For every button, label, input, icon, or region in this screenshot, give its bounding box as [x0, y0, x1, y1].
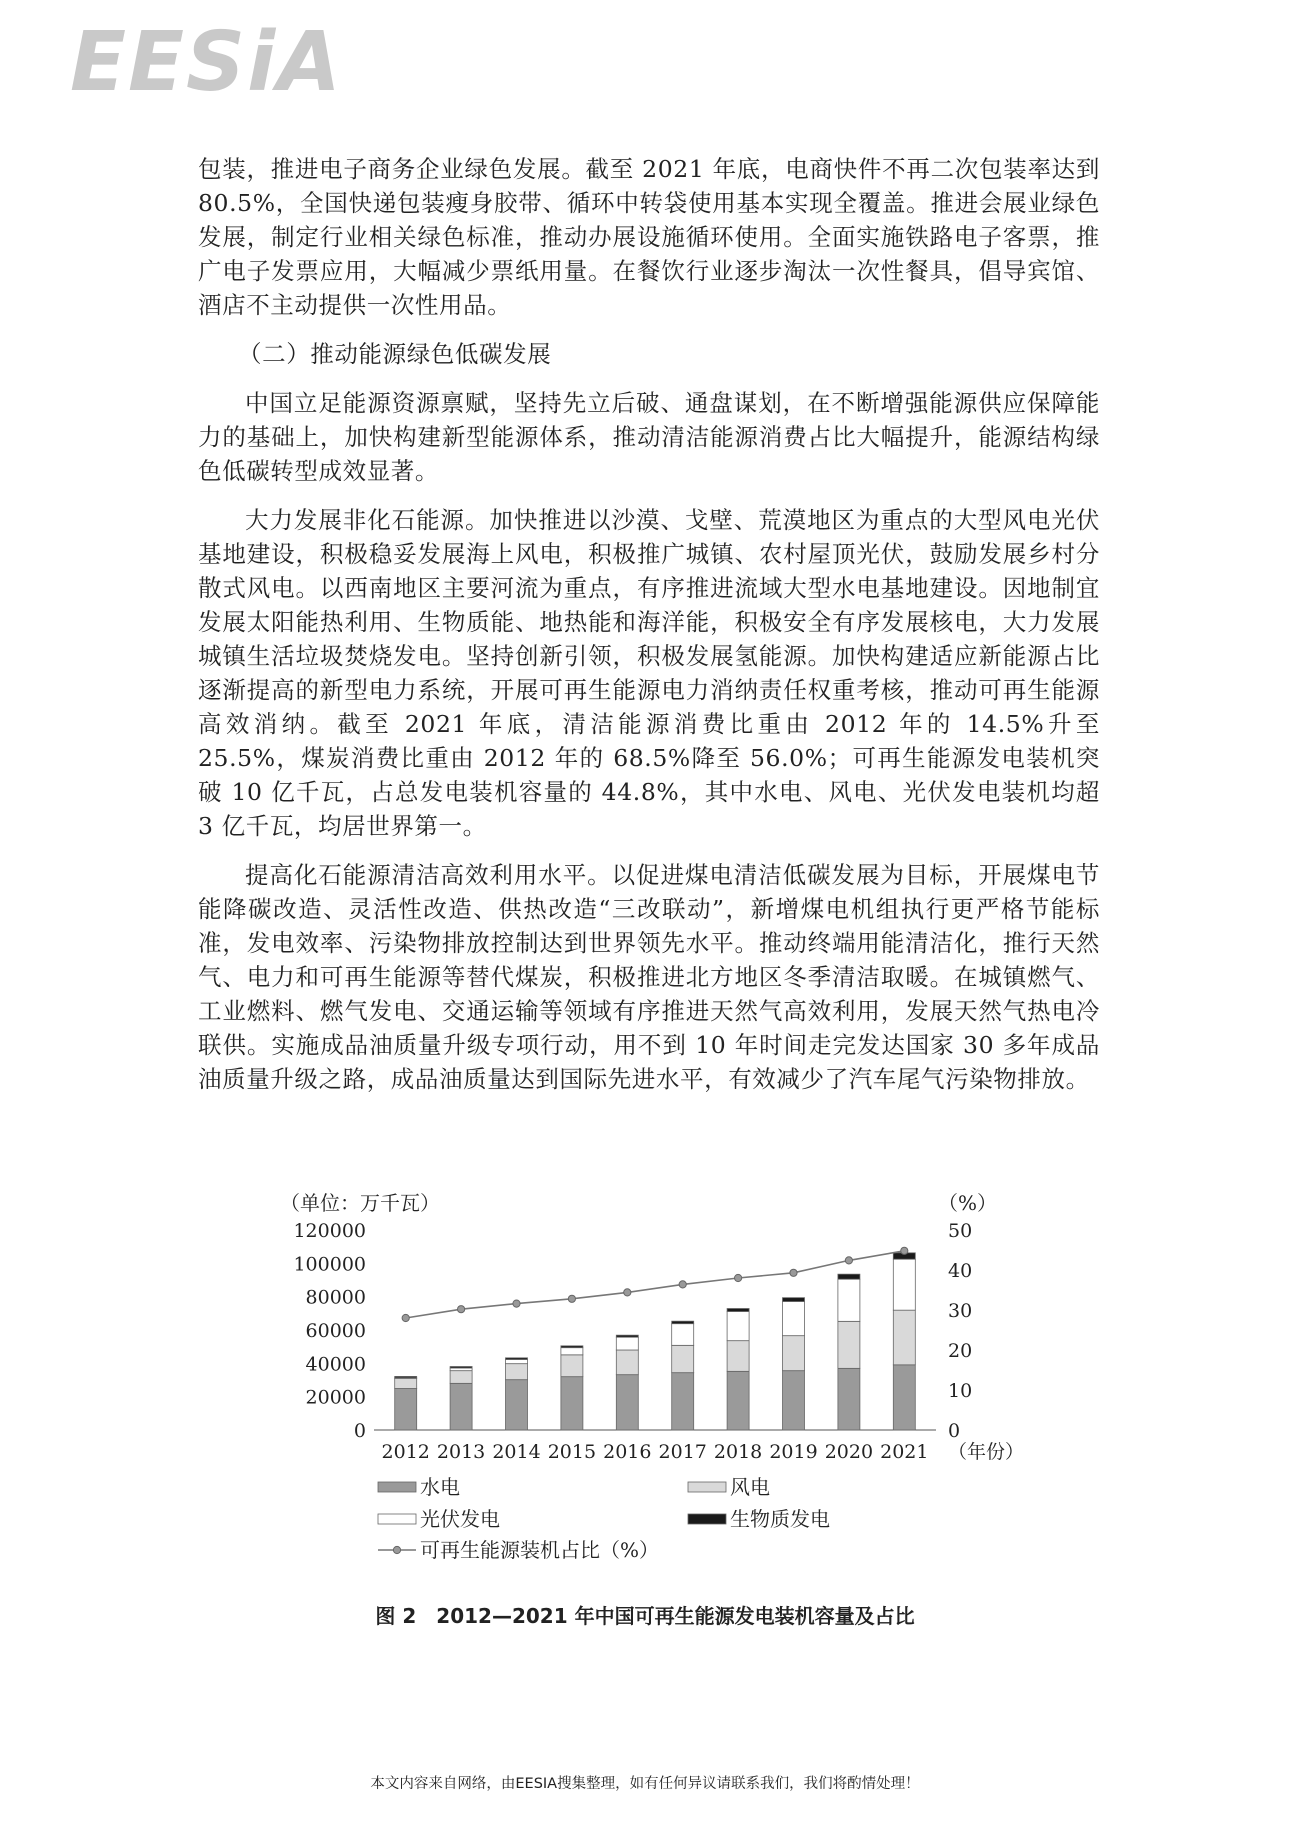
bar-segment-风电 — [893, 1310, 915, 1365]
right-tick-label: 30 — [948, 1300, 973, 1322]
left-tick-label: 20000 — [305, 1386, 366, 1409]
bar-segment-生物质发电 — [727, 1309, 749, 1312]
bar-segment-光伏发电 — [672, 1324, 694, 1346]
left-tick-label: 100000 — [293, 1253, 366, 1276]
x-tick-label: 2021 — [880, 1441, 929, 1463]
bar-segment-水电 — [672, 1373, 694, 1430]
bar-segment-风电 — [672, 1345, 694, 1372]
legend-line-marker — [393, 1546, 400, 1553]
bar-segment-水电 — [506, 1380, 528, 1430]
figure-caption: 图 2 2012—2021 年中国可再生能源发电装机容量及占比 — [375, 1604, 915, 1628]
share-line — [406, 1251, 905, 1318]
legend-swatch-水电 — [378, 1482, 416, 1492]
right-tick-label: 0 — [948, 1420, 961, 1442]
paragraph-fossil-clean: 提高化石能源清洁高效利用水平。以促进煤电清洁低碳发展为目标，开展煤电节能降碳改造、灵活性改造、供热改造“三改联动”，新增煤电机组执行更严格节能标准，发电效率、污染物排放控制达到世界领先水平。推动终端用能清洁化，推行天然气、电力和可再生能源等替代煤炭，积极推进北方地区冬季清洁取暖。在城镇燃气、工业燃料、燃气发电、交通运输等领域有序推进天然气高效利用，发展天然气热电冷联供。实施成品油质量升级专项行动，用不到 10 年时间走完发达国家 30 多年成品油质量升级之路，成品油质量达到国际先进水平，有效减少了汽车尾气污染物排放。 — [198, 861, 1100, 1093]
share-point — [845, 1257, 852, 1264]
bar-segment-光伏发电 — [783, 1302, 805, 1336]
bar-segment-生物质发电 — [395, 1376, 417, 1377]
bar-segment-光伏发电 — [450, 1368, 472, 1371]
right-tick-label: 20 — [948, 1340, 973, 1362]
share-point — [679, 1281, 686, 1288]
paragraph-energy-intro: 中国立足能源资源禀赋，坚持先立后破、通盘谋划，在不断增强能源供应保障能力的基础上，加快构建新型能源体系，推动清洁能源消费占比大幅提升，能源结构绿色低碳转型成效显著。 — [198, 389, 1100, 485]
legend-label-share: 可再生能源装机占比（%） — [420, 1538, 660, 1562]
bar-segment-水电 — [893, 1365, 915, 1430]
bar-segment-水电 — [616, 1375, 638, 1430]
bar-segment-风电 — [838, 1321, 860, 1368]
left-tick-label: 60000 — [305, 1320, 366, 1342]
bar-segment-光伏发电 — [561, 1348, 583, 1355]
legend-label-水电: 水电 — [420, 1475, 460, 1499]
x-tick-label: 2018 — [713, 1441, 763, 1463]
renewable-capacity-chart — [270, 1182, 1030, 1596]
legend-swatch-生物质发电 — [688, 1514, 726, 1524]
bar-segment-生物质发电 — [450, 1367, 472, 1369]
bar-segment-水电 — [395, 1389, 417, 1431]
bar-segment-风电 — [561, 1355, 583, 1377]
share-point — [458, 1306, 465, 1313]
document-body — [198, 152, 1100, 1111]
share-point — [513, 1300, 520, 1307]
legend-label-风电: 风电 — [730, 1475, 770, 1499]
bar-segment-生物质发电 — [672, 1321, 694, 1324]
share-point — [402, 1314, 409, 1321]
share-point — [790, 1269, 797, 1276]
x-tick-label: 2015 — [547, 1441, 597, 1463]
x-tick-label: 2019 — [769, 1441, 818, 1463]
bar-segment-光伏发电 — [893, 1259, 915, 1310]
bar-segment-水电 — [783, 1371, 805, 1430]
x-tick-label: 2014 — [492, 1441, 541, 1463]
share-point — [568, 1295, 575, 1302]
share-point — [624, 1289, 631, 1296]
x-tick-label: 2020 — [824, 1441, 874, 1463]
x-tick-label: 2012 — [381, 1441, 430, 1463]
right-tick-label: 10 — [948, 1380, 973, 1402]
left-tick-label: 40000 — [305, 1353, 366, 1376]
bar-segment-水电 — [561, 1377, 583, 1430]
bar-segment-生物质发电 — [783, 1298, 805, 1302]
right-tick-label: 40 — [948, 1260, 973, 1282]
x-tick-label: 2016 — [603, 1441, 652, 1463]
bar-segment-光伏发电 — [838, 1279, 860, 1321]
eesia-logo: EESiA — [70, 15, 343, 110]
bar-segment-光伏发电 — [727, 1312, 749, 1341]
paragraph-packaging: 包装，推进电子商务企业绿色发展。截至 2021 年底，电商快件不再二次包装率达到 80.5%，全国快递包装瘦身胶带、循环中转袋使用基本实现全覆盖。推进会展业绿色发展，制定行业相关绿色标准，推动办展设施循环使用。全面实施铁路电子客票，推广电子发票应用，大幅减少票纸用量。在餐饮行业逐步淘汰一次性餐具，倡导宾馆、酒店不主动提供一次性用品。 — [198, 155, 1100, 319]
share-point — [735, 1274, 742, 1281]
bar-segment-光伏发电 — [616, 1337, 638, 1350]
left-tick-label: 120000 — [293, 1220, 366, 1242]
bar-segment-生物质发电 — [506, 1358, 528, 1360]
bar-segment-风电 — [616, 1350, 638, 1375]
bar-segment-风电 — [783, 1336, 805, 1371]
bar-segment-水电 — [450, 1383, 472, 1430]
footer-note: 本文内容来自网络，由EESIA搜集整理，如有任何异议请联系我们，我们将酌情处理！ — [370, 1776, 920, 1792]
legend-label-光伏发电: 光伏发电 — [420, 1507, 500, 1531]
bar-segment-生物质发电 — [561, 1346, 583, 1348]
bar-segment-生物质发电 — [838, 1274, 860, 1279]
bar-segment-风电 — [727, 1341, 749, 1372]
chart-canvas — [270, 1182, 1030, 1592]
x-tick-label: 2013 — [436, 1441, 486, 1463]
paragraph-non-fossil: 大力发展非化石能源。加快推进以沙漠、戈壁、荒漠地区为重点的大型风电光伏基地建设，积极稳妥发展海上风电，积极推广城镇、农村屋顶光伏，鼓励发展乡村分散式风电。以西南地区主要河流为重点，有序推进流域大型水电基地建设。因地制宜发展太阳能热利用、生物质能、地热能和海洋能，积极安全有序发展核电，大力发展城镇生活垃圾焚烧发电。坚持创新引领，积极发展氢能源。加快构建适应新能源占比逐渐提高的新型电力系统，开展可再生能源电力消纳责任权重考核，推动可再生能源高效消纳。截至 2021 年底，清洁能源消费比重由 2012 年的 14.5%升至 25.5%，煤炭消费比重由 2012 年的 68.5%降至 56.0%；可再生能源发电装机突破 10 亿千瓦，占总发电装机容量的 44.8%，其中水电、风电、光伏发电装机均超 3 亿千瓦，均居世界第一。 — [198, 506, 1100, 840]
legend-label-生物质发电: 生物质发电 — [730, 1507, 830, 1531]
bar-segment-风电 — [506, 1364, 528, 1380]
section-heading: （二）推动能源绿色低碳发展 — [238, 340, 552, 368]
share-point — [901, 1247, 908, 1254]
bar-segment-光伏发电 — [506, 1360, 528, 1364]
legend-swatch-光伏发电 — [378, 1514, 416, 1524]
left-tick-label: 0 — [353, 1420, 366, 1442]
bar-segment-风电 — [450, 1371, 472, 1384]
bar-segment-水电 — [838, 1368, 860, 1430]
legend-swatch-风电 — [688, 1482, 726, 1492]
x-tick-label: 2017 — [658, 1441, 707, 1463]
right-tick-label: 50 — [948, 1220, 973, 1242]
left-axis-label: （单位：万千瓦） — [280, 1191, 440, 1215]
left-tick-label: 80000 — [305, 1286, 366, 1309]
bar-segment-风电 — [395, 1378, 417, 1388]
bar-segment-生物质发电 — [616, 1335, 638, 1337]
bar-segment-水电 — [727, 1371, 749, 1430]
x-axis-label: （年份） — [948, 1441, 1025, 1463]
right-axis-label: （%） — [938, 1191, 998, 1215]
